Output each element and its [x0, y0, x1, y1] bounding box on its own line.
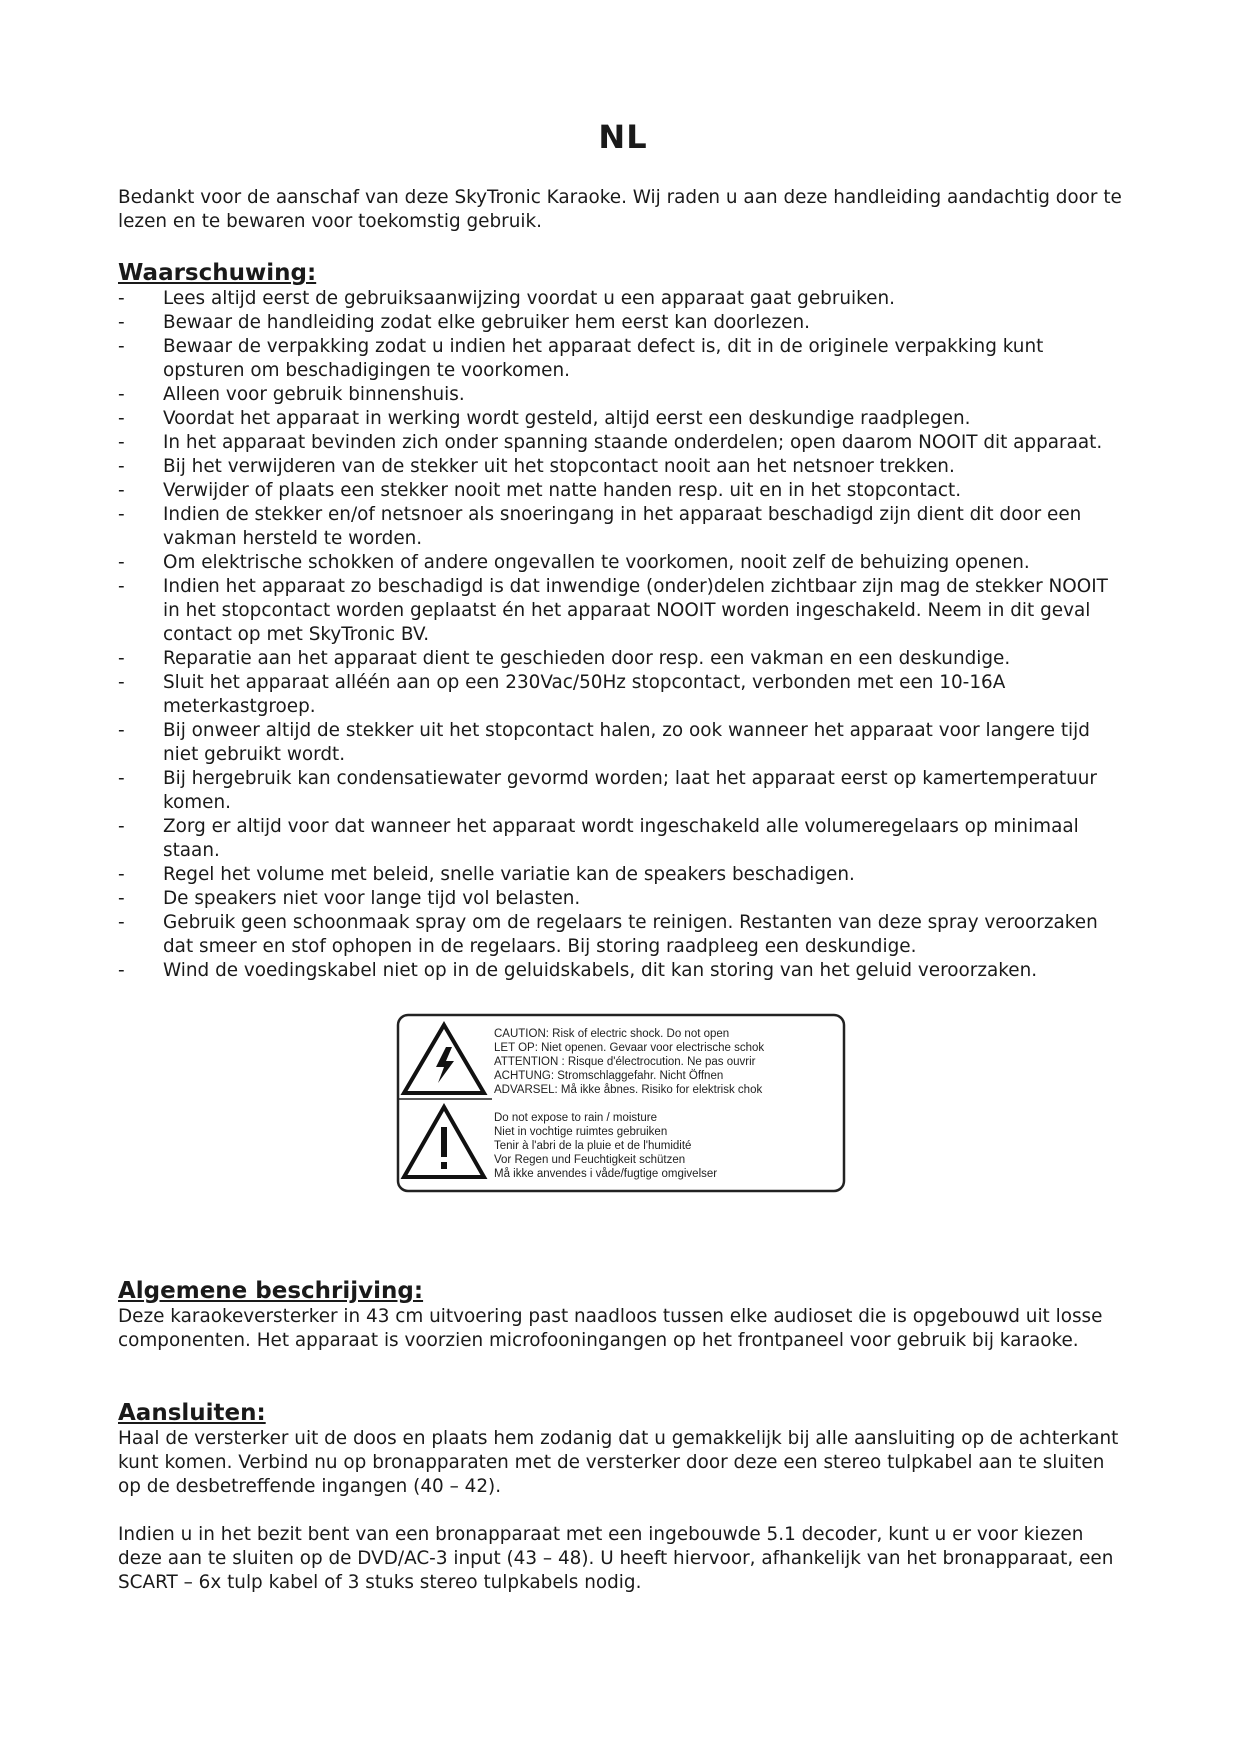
warning-item — [118, 887, 1128, 911]
bullet-dash: - — [118, 288, 125, 309]
warning-item — [118, 551, 1128, 575]
warning-item — [118, 335, 1128, 383]
warning-item — [118, 479, 1128, 503]
general-section — [118, 1277, 1128, 1353]
caution-label-graphic — [396, 1013, 846, 1193]
warning-item-text: Om elektrische schokken of andere ongevallen te voorkomen, nooit zelf de behuizing openen. — [163, 552, 1030, 573]
bullet-dash: - — [118, 888, 125, 909]
warning-item — [118, 647, 1128, 671]
warning-item — [118, 503, 1128, 551]
warning-item-text: Zorg er altijd voor dat wanneer het apparaat wordt ingeschakeld alle volumeregelaars op minimaal staan. — [163, 816, 1079, 861]
warning-item-text: Lees altijd eerst de gebruiksaanwijzing voordat u een apparaat gaat gebruiken. — [163, 288, 895, 309]
warning-item-text: Indien de stekker en/of netsnoer als snoeringang in het apparaat beschadigd zijn dient dit door een vakman hersteld te worden. — [163, 504, 1082, 549]
bullet-dash: - — [118, 336, 125, 357]
shock-line: CAUTION: Risk of electric shock. Do not open — [494, 1028, 730, 1040]
connect-paragraph-2: Indien u in het bezit bent van een bronapparaat met een ingebouwde 5.1 decoder, kunt u er voor kiezen deze aan te sluiten op de DVD/AC-3 input (43 – 48). U heeft hiervoor, afhankelijk van het bronapparaat, een SCART – 6x tulp kabel of 3 stuks stereo tulpkabels nodig. — [118, 1524, 1114, 1593]
moisture-line: Niet in vochtige ruimtes gebruiken — [494, 1126, 668, 1138]
bullet-dash: - — [118, 432, 125, 453]
warning-item — [118, 287, 1128, 311]
warning-item-text: Regel het volume met beleid, snelle variatie kan de speakers beschadigen. — [163, 864, 855, 885]
bullet-dash: - — [118, 456, 125, 477]
connect-heading: Aansluiten: — [118, 1400, 266, 1426]
bullet-dash: - — [118, 312, 125, 333]
warning-item-text: In het apparaat bevinden zich onder spanning staande onderdelen; open daarom NOOIT dit apparaat. — [163, 432, 1103, 453]
bullet-dash: - — [118, 576, 125, 597]
bullet-dash: - — [118, 672, 125, 693]
bullet-dash: - — [118, 504, 125, 525]
warning-section — [118, 259, 1128, 983]
warning-item — [118, 575, 1128, 647]
moisture-line: Do not expose to rain / moisture — [494, 1112, 657, 1124]
shock-line: ADVARSEL: Må ikke åbnes. Risiko for elektrisk chok — [494, 1084, 763, 1096]
warning-item-text: Gebruik geen schoonmaak spray om de regelaars te reinigen. Restanten van deze spray veroorzaken dat smeer en stof ophopen in de regelaars. Bij storing raadpleeg een deskundige. — [163, 912, 1098, 957]
warning-item — [118, 455, 1128, 479]
warning-item-text: De speakers niet voor lange tijd vol belasten. — [163, 888, 581, 909]
moisture-line: Tenir à l'abri de la pluie et de l'humidité — [494, 1140, 692, 1152]
shock-line: LET OP: Niet openen. Gevaar voor electrische schok — [494, 1042, 765, 1054]
connect-paragraph: Haal de versterker uit de doos en plaats hem zodanig dat u gemakkelijk bij alle aansluiting op de achterkant kunt komen. Verbind nu op bronapparaten met de versterker door deze een stereo tulpkabel aan te sluiten op de desbetreffende ingangen (40 – 42). — [118, 1428, 1119, 1497]
moisture-line: Må ikke anvendes i våde/fugtige omgivelser — [494, 1168, 718, 1180]
warning-item-text: Indien het apparaat zo beschadigd is dat inwendige (onder)delen zichtbaar zijn mag de stekker NOOIT in het stopcontact worden geplaatst én het apparaat NOOIT worden ingeschakeld. Neem in dit geval contact op met SkyTronic BV. — [163, 576, 1108, 645]
general-heading: Algemene beschrijving: — [118, 1278, 424, 1304]
warning-item-text: Reparatie aan het apparaat dient te geschieden door resp. een vakman en een deskundige. — [163, 648, 1011, 669]
connect-section — [118, 1399, 1128, 1595]
bullet-dash: - — [118, 768, 125, 789]
warning-item — [118, 311, 1128, 335]
warning-item — [118, 767, 1128, 815]
warning-item-text: Sluit het apparaat alléén aan op een 230Vac/50Hz stopcontact, verbonden met een 10-16A meterkastgroep. — [163, 672, 1006, 717]
warning-item — [118, 431, 1128, 455]
warning-item-text: Bewaar de handleiding zodat elke gebruiker hem eerst kan doorlezen. — [163, 312, 810, 333]
bullet-dash: - — [118, 480, 125, 501]
warning-item-text: Bij hergebruik kan condensatiewater gevormd worden; laat het apparaat eerst op kamertemperatuur komen. — [163, 768, 1097, 813]
warning-item-text: Bij het verwijderen van de stekker uit het stopcontact nooit aan het netsnoer trekken. — [163, 456, 955, 477]
general-paragraph: Deze karaokeversterker in 43 cm uitvoering past naadloos tussen elke audioset die is opgebouwd uit losse componenten. Het apparaat is voorzien microfooningangen op het frontpaneel voor gebruik bij karaoke. — [118, 1306, 1103, 1351]
bullet-dash: - — [118, 408, 125, 429]
bullet-dash: - — [118, 960, 125, 981]
warning-item-text: Wind de voedingskabel niet op in de geluidskabels, dit kan storing van het geluid veroorzaken. — [163, 960, 1038, 981]
warning-item — [118, 911, 1128, 959]
intro-paragraph: Bedankt voor de aanschaf van deze SkyTronic Karaoke. Wij raden u aan deze handleiding aandachtig door te lezen en te bewaren voor toekomstig gebruik. — [118, 187, 1122, 232]
bullet-dash: - — [118, 864, 125, 885]
bullet-dash: - — [118, 384, 125, 405]
bullet-dash: - — [118, 552, 125, 573]
warning-item — [118, 407, 1128, 431]
warning-item-text: Bij onweer altijd de stekker uit het stopcontact halen, zo ook wanneer het apparaat voor langere tijd niet gebruikt wordt. — [163, 720, 1090, 765]
warning-item — [118, 863, 1128, 887]
bullet-dash: - — [118, 816, 125, 837]
warning-item — [118, 719, 1128, 767]
warning-item-text: Bewaar de verpakking zodat u indien het apparaat defect is, dit in de originele verpakking kunt opsturen om beschadigingen te voorkomen. — [163, 336, 1044, 381]
shock-line: ACHTUNG: Stromschlaggefahr. Nicht Öffnen — [494, 1070, 724, 1082]
bullet-dash: - — [118, 648, 125, 669]
warning-list — [118, 287, 1128, 983]
warning-item — [118, 671, 1128, 719]
warning-heading: Waarschuwing: — [118, 260, 317, 286]
warning-item — [118, 959, 1128, 983]
caution-label — [396, 1013, 846, 1193]
language-heading: NL — [598, 118, 648, 156]
warning-item-text: Voordat het apparaat in werking wordt gesteld, altijd eerst een deskundige raadplegen. — [163, 408, 971, 429]
moisture-line: Vor Regen und Feuchtigkeit schützen — [494, 1154, 686, 1166]
bullet-dash: - — [118, 720, 125, 741]
warning-item — [118, 815, 1128, 863]
warning-item — [118, 383, 1128, 407]
shock-line: ATTENTION : Risque d'électrocution. Ne pas ouvrir — [494, 1056, 756, 1068]
warning-item-text: Alleen voor gebruik binnenshuis. — [163, 384, 465, 405]
bullet-dash: - — [118, 912, 125, 933]
warning-item-text: Verwijder of plaats een stekker nooit met natte handen resp. uit en in het stopcontact. — [163, 480, 962, 501]
